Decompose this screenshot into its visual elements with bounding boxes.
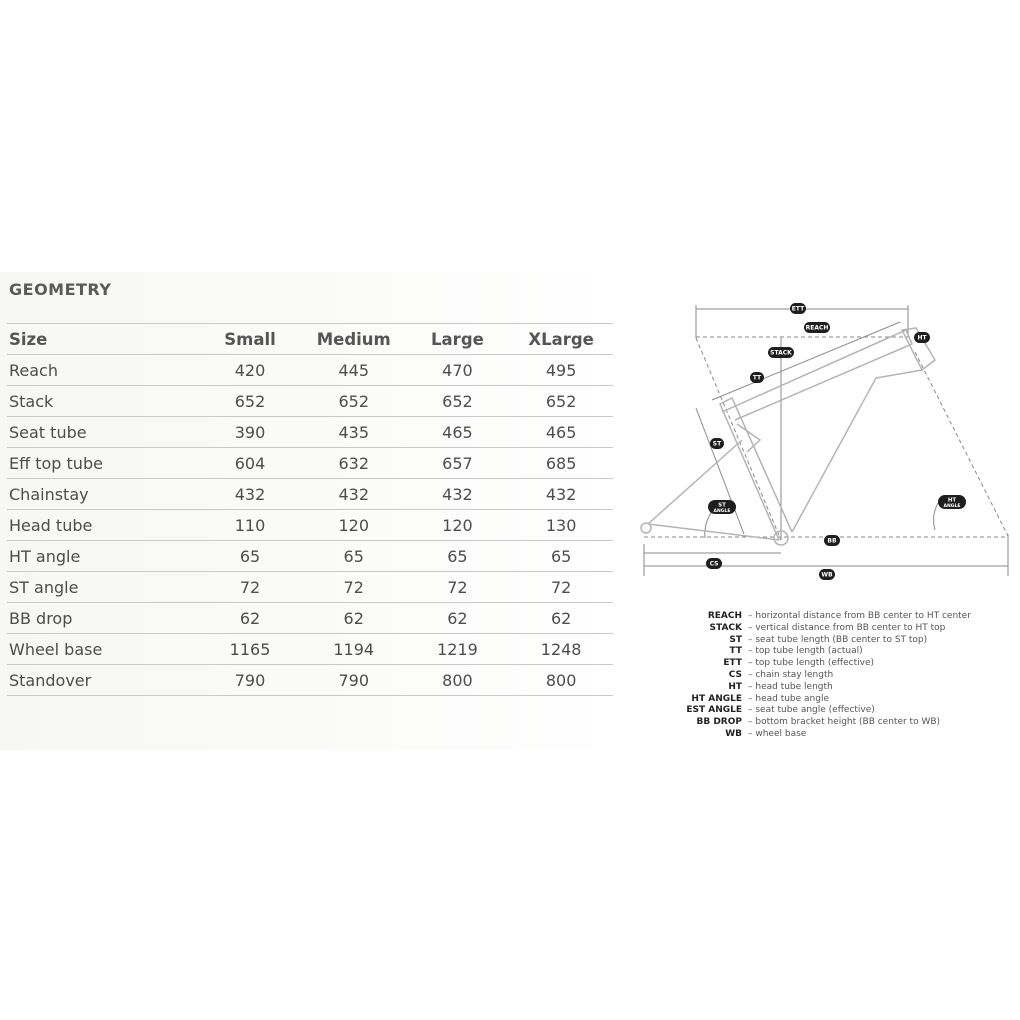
table-cell: 657 — [406, 448, 510, 479]
legend-description: – horizontal distance from BB center to HT center — [748, 611, 971, 621]
legend-item — [640, 646, 971, 658]
legend-item — [640, 635, 971, 647]
table-header-row — [7, 324, 613, 355]
table-cell: 65 — [198, 541, 302, 572]
cs-label-pill — [706, 558, 722, 569]
frame-outline — [641, 328, 935, 545]
table-cell: 72 — [302, 572, 406, 603]
table-cell: 432 — [406, 479, 510, 510]
table-cell: 604 — [198, 448, 302, 479]
st-angle-label-pill — [708, 500, 736, 514]
table-cell: 62 — [509, 603, 613, 634]
table-cell: 432 — [198, 479, 302, 510]
table-cell: 652 — [406, 386, 510, 417]
row-label: Head tube — [7, 510, 198, 541]
table-row — [7, 634, 613, 665]
legend-key: ETT — [723, 658, 742, 669]
legend-item — [640, 611, 971, 623]
table-cell: 685 — [509, 448, 613, 479]
table-row — [7, 665, 613, 696]
table-row — [7, 448, 613, 479]
table-cell: 120 — [406, 510, 510, 541]
column-header: Small — [198, 324, 302, 355]
table-cell: 465 — [509, 417, 613, 448]
table-row — [7, 572, 613, 603]
svg-text:TT: TT — [752, 374, 762, 382]
table-cell: 1194 — [302, 634, 406, 665]
legend-key: REACH — [707, 611, 742, 621]
down-tube-shape — [792, 370, 922, 532]
legend-item — [640, 705, 971, 717]
legend-key: STACK — [709, 622, 742, 633]
ht-angle-arc — [934, 503, 938, 530]
legend-item — [640, 717, 971, 729]
legend-description: – wheel base — [748, 728, 807, 739]
ett-label-pill — [790, 303, 806, 314]
table-cell: 65 — [302, 541, 406, 572]
row-label: ST angle — [7, 572, 198, 603]
svg-text:REACH: REACH — [805, 324, 829, 332]
table-cell: 465 — [406, 417, 510, 448]
table-cell: 120 — [302, 510, 406, 541]
table-cell: 130 — [509, 510, 613, 541]
table-row — [7, 417, 613, 448]
legend-key: BB DROP — [696, 717, 742, 728]
svg-text:ANGLE: ANGLE — [943, 504, 961, 509]
svg-text:ETT: ETT — [791, 305, 805, 313]
table-cell: 110 — [198, 510, 302, 541]
column-header: Medium — [302, 324, 406, 355]
bike-frame-diagram — [632, 296, 1020, 596]
table-row — [7, 355, 613, 386]
table-cell: 790 — [198, 665, 302, 696]
legend-key: ST — [729, 634, 742, 645]
top-tube-shape — [722, 330, 912, 420]
legend-description: – vertical distance from BB center to HT top — [748, 622, 946, 633]
legend-description: – bottom bracket height (BB center to WB) — [748, 717, 941, 728]
svg-text:ST: ST — [712, 440, 722, 448]
table-cell: 62 — [406, 603, 510, 634]
legend-description: – seat tube length (BB center to ST top) — [748, 634, 928, 645]
legend-item — [640, 729, 971, 741]
legend-item — [640, 694, 971, 706]
svg-text:ANGLE: ANGLE — [713, 509, 731, 514]
table-cell: 652 — [198, 386, 302, 417]
column-header: XLarge — [509, 324, 613, 355]
table-cell: 1165 — [198, 634, 302, 665]
st-dimension-line — [696, 408, 744, 534]
legend-item — [640, 682, 971, 694]
legend-key: TT — [729, 646, 742, 657]
svg-text:HT: HT — [917, 334, 927, 342]
geometry-title: GEOMETRY — [9, 280, 112, 299]
table-cell: 72 — [198, 572, 302, 603]
tt-label-pill — [750, 372, 764, 383]
table-row — [7, 510, 613, 541]
svg-text:WB: WB — [821, 571, 833, 579]
row-label: Standover — [7, 665, 198, 696]
row-label: Seat tube — [7, 417, 198, 448]
table-cell: 62 — [198, 603, 302, 634]
table-cell: 652 — [302, 386, 406, 417]
table-cell: 632 — [302, 448, 406, 479]
rocker-shape — [737, 424, 760, 452]
table-cell: 470 — [406, 355, 510, 386]
table-row — [7, 386, 613, 417]
table-cell: 62 — [302, 603, 406, 634]
table-cell: 790 — [302, 665, 406, 696]
svg-text:ST: ST — [718, 502, 726, 509]
row-label: BB drop — [7, 603, 198, 634]
geometry-table — [7, 323, 613, 696]
table-cell: 800 — [509, 665, 613, 696]
row-label: Eff top tube — [7, 448, 198, 479]
table-cell: 432 — [509, 479, 613, 510]
legend-key: HT ANGLE — [691, 693, 742, 704]
ht-label-pill — [914, 332, 930, 343]
table-cell: 72 — [509, 572, 613, 603]
table-cell: 1248 — [509, 634, 613, 665]
legend-key: CS — [728, 669, 742, 680]
legend-key: EST ANGLE — [686, 705, 742, 716]
table-row — [7, 541, 613, 572]
svg-text:CS: CS — [709, 560, 719, 568]
legend-key: WB — [725, 728, 742, 739]
table-cell: 652 — [509, 386, 613, 417]
svg-text:BB: BB — [827, 537, 837, 545]
row-label: HT angle — [7, 541, 198, 572]
legend-key: HT — [728, 681, 742, 692]
table-cell: 435 — [302, 417, 406, 448]
legend-item — [640, 670, 971, 682]
svg-text:STACK: STACK — [770, 349, 792, 357]
table-cell: 72 — [406, 572, 510, 603]
table-cell: 445 — [302, 355, 406, 386]
legend-item — [640, 658, 971, 670]
table-cell: 420 — [198, 355, 302, 386]
row-label: Wheel base — [7, 634, 198, 665]
svg-text:HT: HT — [947, 497, 957, 504]
table-cell: 65 — [509, 541, 613, 572]
table-row — [7, 603, 613, 634]
legend-description: – top tube length (actual) — [748, 646, 863, 657]
legend-description: – head tube angle — [748, 693, 830, 704]
column-header: Size — [7, 324, 198, 355]
table-row — [7, 479, 613, 510]
stack-label-pill — [768, 347, 794, 358]
row-label: Reach — [7, 355, 198, 386]
table-cell: 65 — [406, 541, 510, 572]
legend-description: – top tube length (effective) — [748, 658, 874, 669]
ht-angle-label-pill — [938, 495, 966, 509]
row-label: Stack — [7, 386, 198, 417]
table-cell: 432 — [302, 479, 406, 510]
row-label: Chainstay — [7, 479, 198, 510]
column-header: Large — [406, 324, 510, 355]
wb-label-pill — [819, 569, 835, 580]
bb-label-pill — [824, 535, 840, 546]
rear-dropout-shape — [641, 523, 651, 533]
table-cell: 800 — [406, 665, 510, 696]
table-cell: 390 — [198, 417, 302, 448]
legend-description: – seat tube angle (effective) — [748, 705, 875, 716]
legend-item — [640, 623, 971, 635]
table-cell: 495 — [509, 355, 613, 386]
geometry-legend — [640, 611, 971, 741]
table-cell: 1219 — [406, 634, 510, 665]
st-label-pill — [710, 438, 724, 449]
reach-label-pill — [804, 322, 830, 333]
legend-description: – head tube length — [748, 681, 833, 692]
legend-description: – chain stay length — [748, 669, 834, 680]
